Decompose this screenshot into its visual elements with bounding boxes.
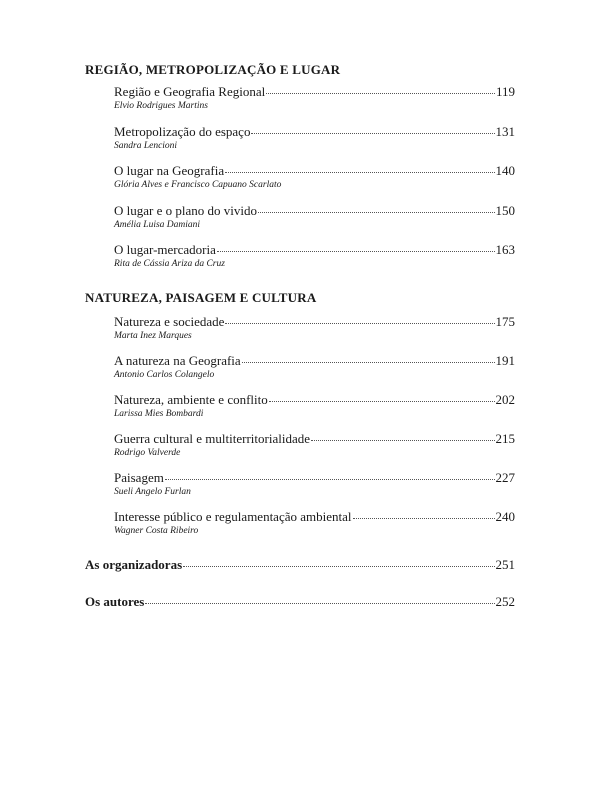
toc-entry-organizadoras[interactable] [85, 557, 515, 572]
toc-entry-page: 215 [495, 431, 515, 446]
toc-entry-title: O lugar na Geografia [114, 163, 225, 178]
toc-entry-autores[interactable] [85, 594, 515, 609]
toc-entry-title: Interesse público e regulamentação ambiental [114, 509, 352, 524]
section-title-regiao: REGIÃO, METROPOLIZAÇÃO E LUGAR [85, 62, 341, 77]
toc-entry-page: 191 [495, 353, 515, 368]
toc-entry[interactable] [114, 392, 515, 420]
toc-entry-author: Wagner Costa Ribeiro [114, 526, 199, 536]
dot-leader [165, 479, 495, 480]
toc-entry-author: Marta Inez Marques [114, 331, 192, 341]
toc-entry-line [114, 509, 515, 524]
dot-leader [242, 362, 495, 363]
toc-entry-page: 227 [495, 470, 515, 485]
dot-leader [311, 440, 495, 441]
toc-entry-line [114, 353, 515, 368]
toc-entry[interactable] [114, 84, 515, 112]
toc-entry-title: Natureza, ambiente e conflito [114, 392, 268, 407]
toc-entry-title: Região e Geografia Regional [114, 84, 266, 99]
toc-entry-author: Elvio Rodrigues Martins [114, 101, 208, 111]
toc-entry-page: 163 [495, 242, 515, 257]
toc-entry[interactable] [114, 314, 515, 342]
toc-entry-page: 140 [495, 163, 515, 178]
toc-entry-line [85, 557, 515, 572]
toc-entry-line [114, 84, 515, 99]
dot-leader [225, 172, 494, 173]
toc-entry-title: A natureza na Geografia [114, 353, 241, 368]
toc-entry-title: Guerra cultural e multiterritorialidade [114, 431, 310, 446]
toc-entry-page: 240 [495, 509, 515, 524]
toc-entry-line [114, 470, 515, 485]
section-title-natureza: NATUREZA, PAISAGEM E CULTURA [85, 290, 317, 305]
toc-entry-line [114, 431, 515, 446]
toc-entry-line [114, 392, 515, 407]
dot-leader [258, 212, 495, 213]
toc-entry[interactable] [114, 431, 515, 459]
toc-entry-author: Antonio Carlos Colangelo [114, 370, 215, 380]
toc-entry-page: 252 [495, 594, 515, 609]
toc-entry-author: Sueli Angelo Furlan [114, 487, 191, 497]
toc-entry[interactable] [114, 124, 515, 152]
toc-entry-author: Amélia Luisa Damiani [114, 220, 201, 230]
toc-entry-title: Paisagem [114, 470, 164, 485]
toc-entry[interactable] [114, 470, 515, 498]
toc-entry-line [114, 314, 515, 329]
toc-entry-line [114, 124, 515, 139]
toc-entry[interactable] [114, 242, 515, 270]
toc-entry-author: Larissa Mies Bombardi [114, 409, 204, 419]
toc-entry-title: As organizadoras [85, 557, 183, 572]
toc-entry-line [114, 242, 515, 257]
toc-entry-page: 131 [495, 124, 515, 139]
dot-leader [353, 518, 495, 519]
toc-entry-author: Glória Alves e Francisco Capuano Scarlato [114, 180, 282, 190]
toc-entry-page: 119 [495, 84, 515, 99]
toc-entry-title: Natureza e sociedade [114, 314, 225, 329]
toc-entry[interactable] [114, 203, 515, 231]
toc-entry-line [114, 163, 515, 178]
toc-entry-author: Rita de Cássia Ariza da Cruz [114, 259, 225, 269]
dot-leader [217, 251, 495, 252]
toc-entry-line [85, 594, 515, 609]
toc-entry-title: O lugar-mercadoria [114, 242, 216, 257]
toc-entry-line [114, 203, 515, 218]
toc-entry[interactable] [114, 353, 515, 381]
toc-entry-title: Metropolização do espaço [114, 124, 251, 139]
toc-entry[interactable] [114, 163, 515, 191]
toc-entry-page: 251 [495, 557, 515, 572]
toc-entry-page: 150 [495, 203, 515, 218]
toc-entry-author: Rodrigo Valverde [114, 448, 181, 458]
toc-entry-title: Os autores [85, 594, 145, 609]
toc-entry-author: Sandra Lencioni [114, 141, 178, 151]
dot-leader [251, 133, 494, 134]
dot-leader [266, 93, 495, 94]
dot-leader [183, 566, 494, 567]
toc-entry-page: 175 [495, 314, 515, 329]
toc-entry[interactable] [114, 509, 515, 537]
dot-leader [269, 401, 495, 402]
dot-leader [145, 603, 494, 604]
dot-leader [225, 323, 494, 324]
toc-entry-page: 202 [495, 392, 515, 407]
toc-entry-title: O lugar e o plano do vivido [114, 203, 257, 218]
